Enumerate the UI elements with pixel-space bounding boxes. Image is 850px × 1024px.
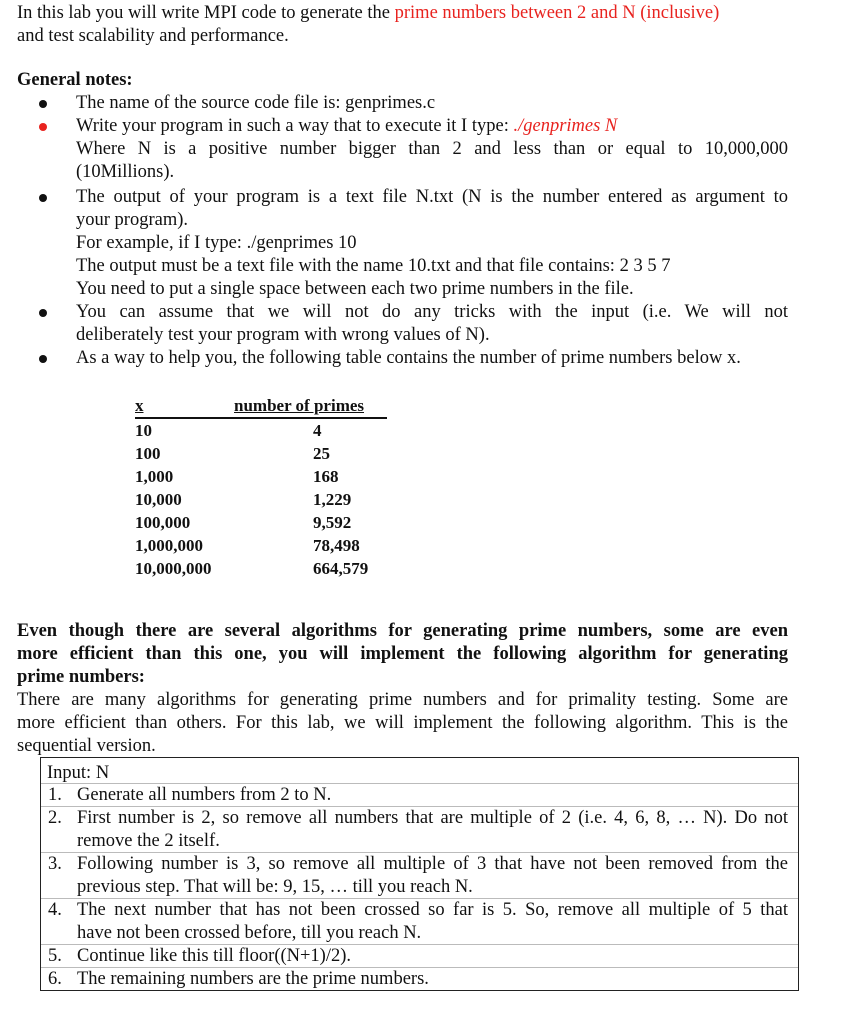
bullet-text: The output must be a text file with the name 10.txt and that file contains: 2 3 5 7 <box>76 256 671 276</box>
step-number: 2. <box>48 808 62 828</box>
algorithm-steps-box <box>40 757 799 991</box>
intro-line-1 <box>17 2 797 25</box>
table-cell-primes: 25 <box>313 444 330 463</box>
table-cell-x: 10,000,000 <box>135 559 212 578</box>
paragraph-line: sequential version. <box>17 736 156 756</box>
table-row <box>135 557 387 580</box>
bullet-dot-icon <box>39 355 47 363</box>
table-cell-x: 10 <box>135 421 152 440</box>
step-text: Following number is 3, so remove all multiple of 3 that have not been removed from the <box>77 854 788 874</box>
table-cell-x: 1,000,000 <box>135 536 203 555</box>
step-number: 3. <box>48 854 62 874</box>
table-cell-x: 100 <box>135 444 161 463</box>
bullet-dot-icon <box>39 309 47 317</box>
heading-line: more efficient than this one, you will implement the following algorithm for generating <box>17 644 788 664</box>
table-cell-x: 100,000 <box>135 513 191 532</box>
bullet-dot-icon <box>39 194 47 202</box>
table-cell-x: 10,000 <box>135 490 182 509</box>
bullet-text: your program). <box>76 210 188 230</box>
intro-paragraph <box>17 2 797 48</box>
bullet-text: Where N is a positive number bigger than 2 and less than or equal to 10,000,000 <box>76 139 788 159</box>
table-row <box>135 488 387 511</box>
table-header-row <box>135 394 387 419</box>
step-number: 1. <box>48 785 62 805</box>
table-row <box>135 534 387 557</box>
step-text: remove the 2 itself. <box>77 831 220 851</box>
table-cell-primes: 4 <box>313 421 322 440</box>
step-text: Continue like this till floor((N+1)/2). <box>77 946 352 966</box>
bullet-text: You can assume that we will not do any tricks with the input (i.e. We will not <box>76 302 788 322</box>
prime-count-table <box>135 394 387 580</box>
paragraph-line: There are many algorithms for generating prime numbers and for primality testing. Some are <box>17 690 788 710</box>
step-number: 4. <box>48 900 62 920</box>
bullet-line <box>76 115 788 138</box>
step-number: 5. <box>48 946 62 966</box>
table-row <box>135 511 387 534</box>
general-notes-heading: General notes: <box>17 70 133 90</box>
algorithm-input-label: Input: N <box>47 763 110 783</box>
bullet-dot-icon <box>39 100 47 108</box>
heading-line: Even though there are several algorithms for generating prime numbers, some are even <box>17 621 788 641</box>
intro-highlight: prime numbers between 2 and N (inclusive) <box>394 3 720 23</box>
step-text: previous step. That will be: 9, 15, … till you reach N. <box>77 877 473 897</box>
bullet-text: As a way to help you, the following table contains the number of prime numbers below x. <box>76 348 741 368</box>
command-highlight: ./genprimes N <box>513 116 618 136</box>
intro-line-2: and test scalability and performance. <box>17 26 289 46</box>
step-text: Generate all numbers from 2 to N. <box>77 785 332 805</box>
step-number: 6. <box>48 969 62 989</box>
algorithm-step <box>41 783 798 806</box>
bullet-text: Write your program in such a way that to execute it I type: <box>76 116 514 136</box>
algorithm-description <box>17 689 788 758</box>
algorithm-step <box>41 806 798 852</box>
algorithm-step <box>41 852 798 898</box>
table-cell-primes: 9,592 <box>313 513 352 532</box>
table-header-primes: number of primes <box>234 396 365 415</box>
bullet-text: The output of your program is a text file N.txt (N is the number entered as argument to <box>76 187 788 207</box>
step-text: The remaining numbers are the prime numbers. <box>77 969 429 989</box>
table-row <box>135 465 387 488</box>
algorithm-heading <box>17 620 788 689</box>
table-cell-primes: 1,229 <box>313 490 352 509</box>
paragraph-line: more efficient than others. For this lab, we will implement the following algorithm. This is the <box>17 713 788 733</box>
table-cell-primes: 168 <box>313 467 339 486</box>
bullet-text: For example, if I type: ./genprimes 10 <box>76 233 357 253</box>
table-header-x: x <box>135 396 144 415</box>
heading-line: prime numbers: <box>17 667 145 687</box>
table-row <box>135 419 387 442</box>
table-row <box>135 442 387 465</box>
step-text: The next number that has not been crossed so far is 5. So, remove all multiple of 5 that <box>77 900 788 920</box>
algorithm-step <box>41 944 798 967</box>
bullet-dot-icon <box>39 123 47 131</box>
bullet-text: deliberately test your program with wrong values of N). <box>76 325 490 345</box>
step-text: have not been crossed before, till you reach N. <box>77 923 422 943</box>
table-cell-primes: 78,498 <box>313 536 360 555</box>
algorithm-step <box>41 898 798 944</box>
intro-text: In this lab you will write MPI code to generate the <box>17 3 395 23</box>
step-text: First number is 2, so remove all numbers that are multiple of 2 (i.e. 4, 6, 8, … N). Do not <box>77 808 788 828</box>
table-cell-x: 1,000 <box>135 467 174 486</box>
bullet-text: You need to put a single space between each two prime numbers in the file. <box>76 279 634 299</box>
algorithm-step <box>41 967 798 990</box>
bullet-text: The name of the source code file is: genprimes.c <box>76 93 436 113</box>
bullet-text: (10Millions). <box>76 162 175 182</box>
table-cell-primes: 664,579 <box>313 559 369 578</box>
